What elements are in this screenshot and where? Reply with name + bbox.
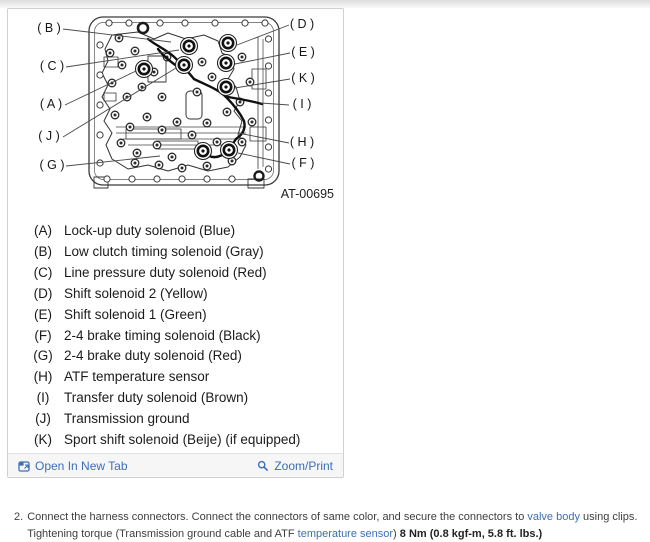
legend-label: Sport shift solenoid (Beije) (if equipped) xyxy=(64,432,301,448)
open-in-new-tab-label: Open In New Tab xyxy=(35,458,128,473)
legend-key: (B) xyxy=(34,243,52,259)
callout-label-h: ( H ) xyxy=(289,135,315,149)
callout-label-g: ( G ) xyxy=(39,158,65,172)
valve-body-diagram xyxy=(8,9,343,215)
legend-item xyxy=(30,242,337,263)
legend-key: (E) xyxy=(34,306,52,322)
legend-item xyxy=(30,367,337,388)
step-number: 2. xyxy=(14,511,24,523)
instruction-text xyxy=(27,509,637,542)
legend-key: (A) xyxy=(34,223,52,238)
legend-label: Transmission ground xyxy=(64,411,190,427)
open-in-new-tab-icon xyxy=(18,460,30,472)
callout-label-c: ( C ) xyxy=(39,59,65,73)
legend-label: Transfer duty solenoid (Brown) xyxy=(64,390,249,406)
legend-key: (I) xyxy=(36,390,50,406)
callout-label-a: ( A ) xyxy=(39,97,63,111)
legend-item xyxy=(30,346,337,367)
callout-label-i: ( I ) xyxy=(292,97,312,111)
instruction-line1-tail: using clips. xyxy=(579,511,638,523)
legend-label: ATF temperature sensor xyxy=(64,369,210,385)
legend-item xyxy=(30,263,337,284)
legend-key: (K) xyxy=(34,432,52,448)
legend-label: Shift solenoid 1 (Green) xyxy=(64,306,207,322)
legend-label: 2-4 brake timing solenoid (Black) xyxy=(64,327,261,343)
instruction-line-1 xyxy=(27,509,637,526)
callout-label-f: ( F ) xyxy=(291,156,315,170)
open-in-new-tab-link[interactable] xyxy=(18,459,128,473)
legend-key: (H) xyxy=(33,369,53,385)
legend-label: Line pressure duty solenoid (Red) xyxy=(64,264,267,280)
instruction-line2-text: Tightening torque (Transmission ground cable and ATF xyxy=(27,527,298,540)
instruction-line1-text: Connect the harness connectors. Connect the connectors of same color, and secure the connectors to xyxy=(27,511,528,523)
legend-label: Shift solenoid 2 (Yellow) xyxy=(64,285,208,301)
callout-label-k: ( K ) xyxy=(291,71,315,85)
temperature-sensor-link[interactable]: temperature sensor xyxy=(297,527,394,540)
legend-item xyxy=(30,221,337,242)
figure-code: AT-00695 xyxy=(280,187,334,201)
legend-item xyxy=(30,409,337,430)
legend-item xyxy=(30,305,337,326)
legend-item xyxy=(30,388,337,409)
callout-label-d: ( D ) xyxy=(289,17,315,31)
legend xyxy=(30,221,337,451)
instruction-step xyxy=(14,509,646,542)
legend-key: (D) xyxy=(33,285,53,301)
legend-label: 2-4 brake duty solenoid (Red) xyxy=(64,348,242,364)
top-strip xyxy=(0,0,650,8)
zoom-print-label: Zoom/Print xyxy=(274,458,333,473)
magnifier-icon xyxy=(257,460,269,472)
instruction-line2-mid: ) xyxy=(393,527,400,540)
legend-item xyxy=(30,326,337,347)
legend-label: Lock-up duty solenoid (Blue) xyxy=(64,223,236,238)
callout-label-b: ( B ) xyxy=(37,21,61,35)
callout-label-e: ( E ) xyxy=(291,45,315,59)
legend-item xyxy=(30,284,337,305)
legend-key: (C) xyxy=(33,264,53,280)
instruction-line-2 xyxy=(27,526,637,542)
legend-key: (J) xyxy=(35,411,51,427)
torque-value: 8 Nm (0.8 kgf-m, 5.8 ft. lbs.) xyxy=(399,527,543,540)
zoom-print-link[interactable] xyxy=(257,459,333,473)
card-footer xyxy=(8,453,343,477)
valve-body-link[interactable]: valve body xyxy=(527,511,580,523)
legend-key: (G) xyxy=(33,348,53,364)
content-card xyxy=(7,8,344,478)
callout-label-j: ( J ) xyxy=(38,129,60,143)
legend-label: Low clutch timing solenoid (Gray) xyxy=(64,243,264,259)
legend-item xyxy=(30,430,337,451)
legend-key: (F) xyxy=(34,327,52,343)
